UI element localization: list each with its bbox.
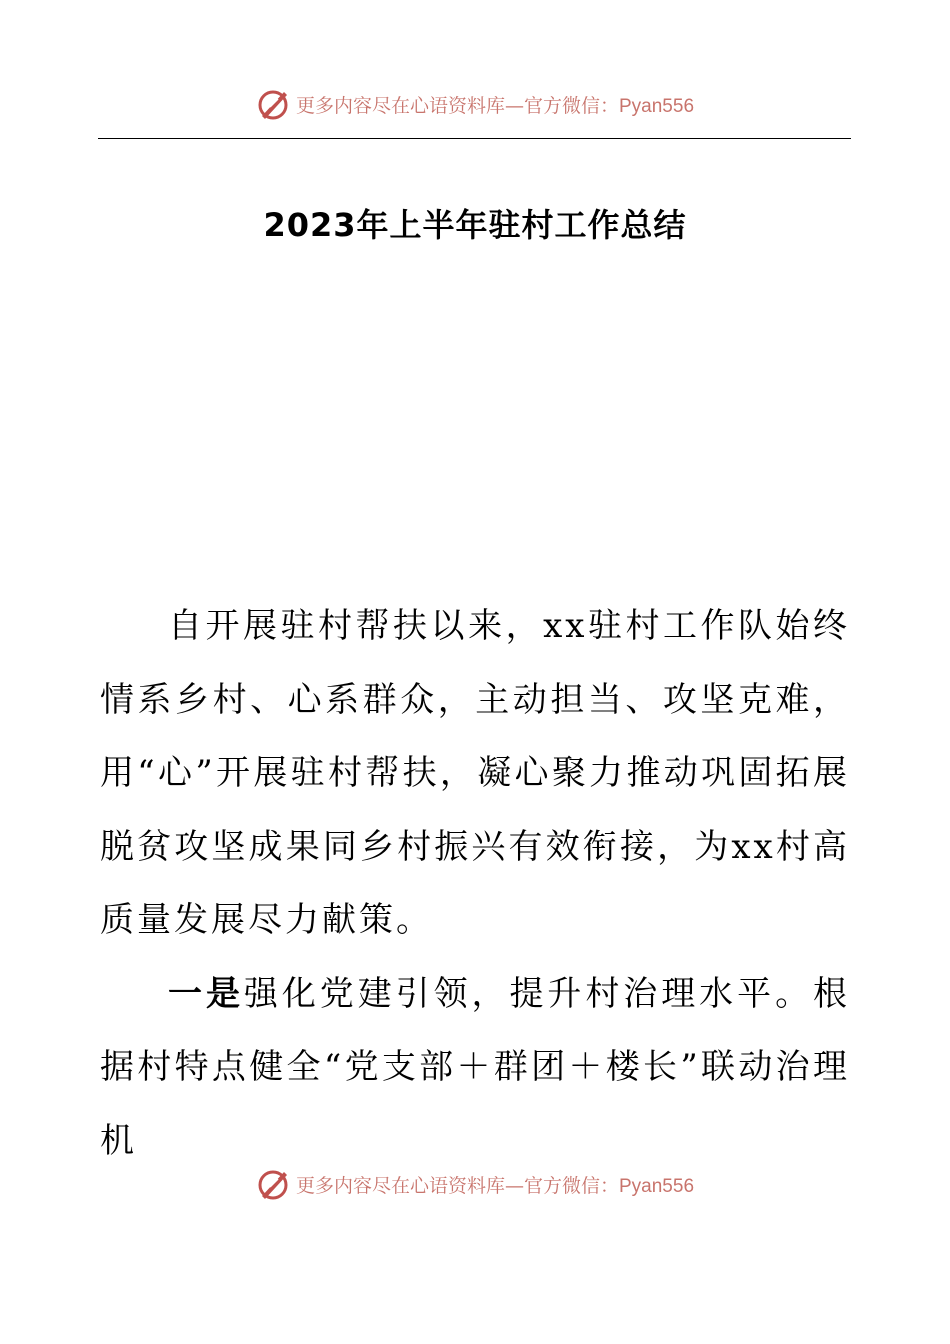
paragraph-intro: 自开展驻村帮扶以来，xx驻村工作队始终情系乡村、心系群众，主动担当、攻坚克难，用“心”开展驻村帮扶，凝心聚力推动巩固拓展脱贫攻坚成果同乡村振兴有效衔接，为xx村高质量发展尽力献策。	[100, 606, 850, 940]
header-wechat-id: Pyan556	[619, 95, 695, 117]
header-watermark-text: 更多内容尽在心语资料库—官方微信：Pyan556	[295, 94, 695, 117]
pen-logo-icon	[256, 86, 292, 122]
footer-watermark-text: 更多内容尽在心语资料库—官方微信：Pyan556	[295, 1174, 695, 1197]
document-title: 2023年上半年驻村工作总结	[263, 206, 687, 244]
page-footer-watermark	[0, 1164, 950, 1204]
header-divider	[98, 138, 851, 139]
paragraph-lead-label: 一是	[168, 973, 244, 1014]
document-body	[100, 590, 850, 1178]
page-header-watermark	[0, 84, 950, 124]
paragraph-point-one: 一是强化党建引领，提升村治理水平。根据村特点健全“党支部＋群团＋楼长”联动治理机	[100, 973, 851, 1161]
pen-logo-icon	[256, 1166, 292, 1202]
footer-wechat-id: Pyan556	[619, 1175, 695, 1197]
